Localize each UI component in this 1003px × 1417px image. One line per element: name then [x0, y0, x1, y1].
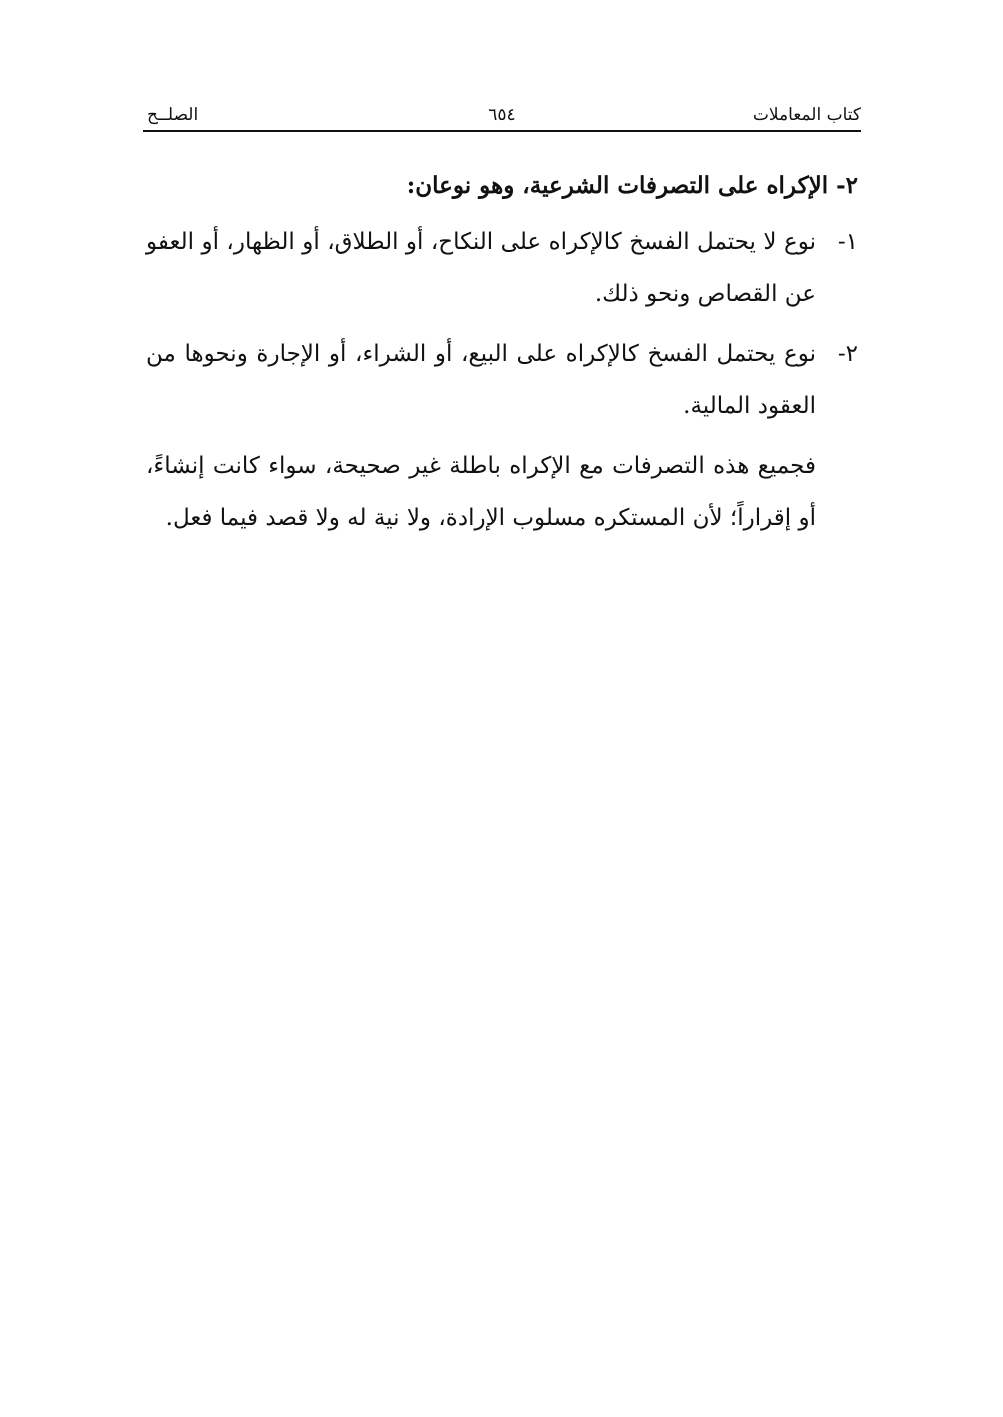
list-item-number: ١-	[837, 229, 858, 255]
body-paragraph: فجميع هذه التصرفات مع الإكراه باطلة غير صحيحة، سواء كانت إنشاءً، أو إقراراً؛ لأن المستكره مسلوب الإرادة، ولا نية له ولا قصد فيما فعل.	[146, 453, 816, 531]
book-title: كتاب المعاملات	[752, 105, 861, 125]
list-item-text: نوع يحتمل الفسخ كالإكراه على البيع، أو الشراء، أو الإجارة ونحوها من العقود المالية.	[146, 341, 816, 419]
page-number: ٦٥٤	[488, 105, 516, 125]
list-item	[146, 328, 858, 432]
list-item-number: ٢-	[837, 341, 858, 367]
chapter-title: الصلــح	[147, 105, 199, 125]
section-heading: ٢- الإكراه على التصرفات الشرعية، وهو نوعان:	[406, 172, 858, 199]
list-item-text: نوع لا يحتمل الفسخ كالإكراه على النكاح، أو الطلاق، أو الظهار، أو العفو عن القصاص ونحو ذلك.	[146, 229, 816, 307]
page-header	[143, 104, 861, 132]
page-content	[146, 160, 858, 544]
list-item	[146, 216, 858, 320]
